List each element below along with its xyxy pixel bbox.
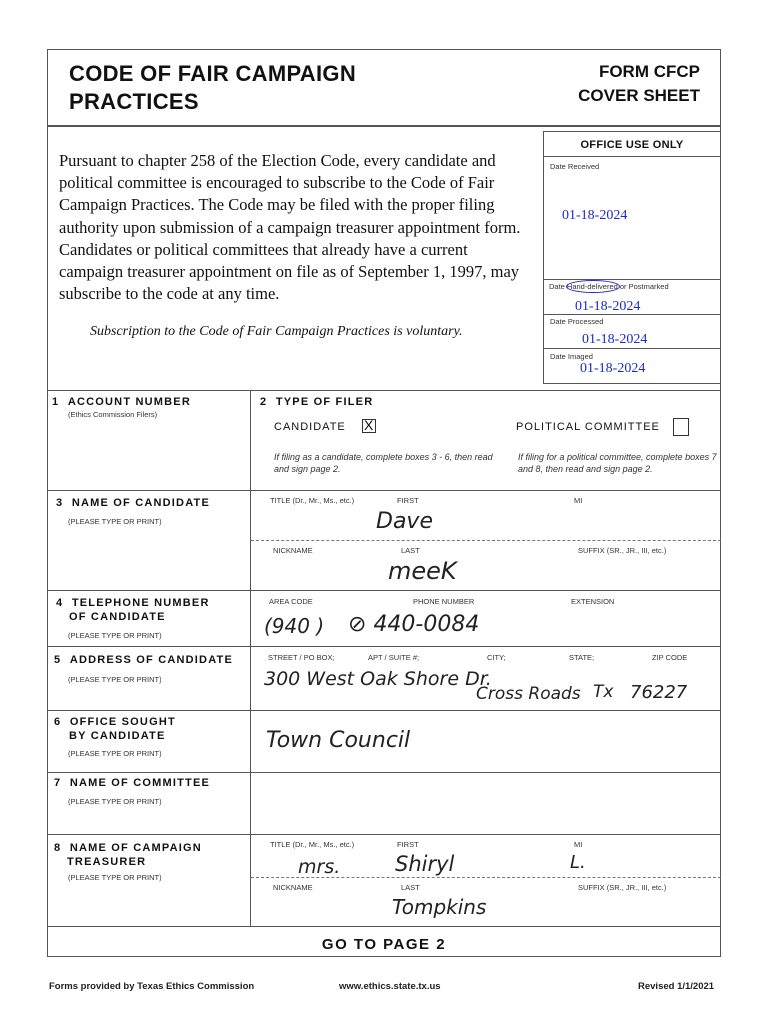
date-received-value: 01-18-2024 (562, 208, 628, 223)
area-code-value: (940 ) (264, 614, 325, 638)
form-title: CODE OF FAIR CAMPAIGN PRACTICES (69, 61, 357, 114)
section-8-sub: (PLEASE TYPE OR PRINT) (68, 873, 162, 882)
date-processed-label: Date Processed (550, 317, 604, 326)
date-hand-delivered-value: 01-18-2024 (575, 299, 641, 314)
circled-option (566, 280, 620, 293)
phone-number-value: ⊘ 440-0084 (348, 612, 480, 637)
treasurer-title-value: mrs. (298, 856, 341, 878)
section-7-sub: (PLEASE TYPE OR PRINT) (68, 797, 162, 806)
footer-provider: Forms provided by Texas Ethics Commission (49, 981, 255, 992)
zip-label: ZIP CODE (652, 653, 688, 662)
candidate-last-name: meeK (388, 557, 457, 585)
area-code-label: AREA CODE (269, 597, 313, 606)
committee-option-label: POLITICAL COMMITTEE (516, 421, 660, 433)
section-3-sub: (PLEASE TYPE OR PRINT) (68, 517, 162, 526)
date-imaged-label: Date Imaged (550, 352, 593, 361)
office-use-heading: OFFICE USE ONLY (580, 139, 684, 151)
check-mark: X (364, 417, 374, 433)
candidate-note: If filing as a candidate, complete boxes 3 - 6, then read and sign page 2. (274, 452, 493, 474)
section-4-sub: (PLEASE TYPE OR PRINT) (68, 631, 162, 640)
section-5-label: 5 ADDRESS OF CANDIDATE (54, 654, 233, 666)
form-id: FORM CFCP COVER SHEET (578, 62, 700, 105)
street-label: STREET / PO BOX; (268, 653, 335, 662)
candidate-first-name: Dave (376, 509, 433, 534)
city-value: Cross Roads (476, 684, 581, 704)
column-divider (250, 390, 251, 926)
treasurer-title-label: TITLE (Dr., Mr., Ms., etc.) (270, 840, 355, 849)
date-received-label: Date Received (550, 162, 600, 171)
go-to-page-2[interactable]: GO TO PAGE 2 (321, 936, 447, 953)
section-6-label: 6 OFFICE SOUGHT BY CANDIDATE (54, 716, 176, 742)
date-processed-value: 01-18-2024 (582, 332, 648, 347)
treasurer-last-label: LAST (401, 883, 420, 892)
phone-number-label: PHONE NUMBER (413, 597, 475, 606)
first-label: FIRST (397, 496, 419, 505)
apt-label: APT / SUITE #; (368, 653, 420, 662)
section-1-label: 1 ACCOUNT NUMBER (52, 396, 191, 408)
candidate-option-label: CANDIDATE (274, 421, 346, 433)
state-value: Tx (593, 682, 614, 702)
title-label: TITLE (Dr., Mr., Ms., etc.) (270, 496, 355, 505)
committee-checkbox[interactable] (673, 418, 689, 436)
section-8-label: 8 NAME OF CAMPAIGN TREASURER (54, 842, 202, 868)
section-4-label: 4 TELEPHONE NUMBER OF CANDIDATE (56, 597, 210, 623)
suffix-label: SUFFIX (SR., JR., III, etc.) (578, 546, 667, 555)
mi-label: MI (574, 496, 583, 505)
header-divider (47, 125, 721, 127)
nickname-label: NICKNAME (273, 546, 313, 555)
date-hand-delivered-label: Date Hand-delivered or Postmarked (549, 282, 669, 291)
treasurer-suffix-label: SUFFIX (SR., JR., III, etc.) (578, 883, 667, 892)
section-3-label: 3 NAME OF CANDIDATE (56, 497, 210, 509)
city-label: CITY; (487, 653, 506, 662)
treasurer-first-value: Shiryl (395, 852, 455, 876)
footer-revised: Revised 1/1/2021 (638, 981, 715, 992)
section-1-sub: (Ethics Commission Filers) (68, 410, 158, 419)
intro-paragraph: Pursuant to chapter 258 of the Election Code, every candidate and political committee is encouraged to subscribe to the Code of Fair Campaign Practices. The Code may be filed with the proper filing authority upon submission of a campaign treasurer appointment form. Candidates or political committees that already have a current campaign treasurer appointment on file as of September 1, 1997, may subscribe to the code at any time. (59, 151, 521, 304)
section-7-label: 7 NAME OF COMMITTEE (54, 777, 211, 789)
treasurer-mi-label: MI (574, 840, 583, 849)
voluntary-note: Subscription to the Code of Fair Campaign Practices is voluntary. (90, 324, 463, 339)
section-2-label: 2 TYPE OF FILER (260, 396, 374, 408)
footer-website[interactable]: www.ethics.state.tx.us (339, 981, 441, 992)
last-label: LAST (401, 546, 420, 555)
extension-label: EXTENSION (571, 597, 615, 606)
office-use-divider (543, 156, 721, 157)
office-sought-value: Town Council (266, 728, 411, 753)
treasurer-first-label: FIRST (397, 840, 419, 849)
date-imaged-value: 01-18-2024 (580, 361, 646, 376)
treasurer-nickname-label: NICKNAME (273, 883, 313, 892)
treasurer-last-value: Tompkins (392, 895, 487, 919)
zip-value: 76227 (630, 682, 688, 703)
section-6-sub: (PLEASE TYPE OR PRINT) (68, 749, 162, 758)
state-label: STATE; (569, 653, 595, 662)
committee-note: If filing for a political committee, complete boxes 7 and 8, then read and sign page 2. (518, 452, 717, 474)
candidate-checkbox[interactable] (362, 419, 376, 433)
street-value: 300 West Oak Shore Dr. (264, 668, 492, 690)
section-5-sub: (PLEASE TYPE OR PRINT) (68, 675, 162, 684)
treasurer-mi-value: L. (570, 852, 586, 873)
